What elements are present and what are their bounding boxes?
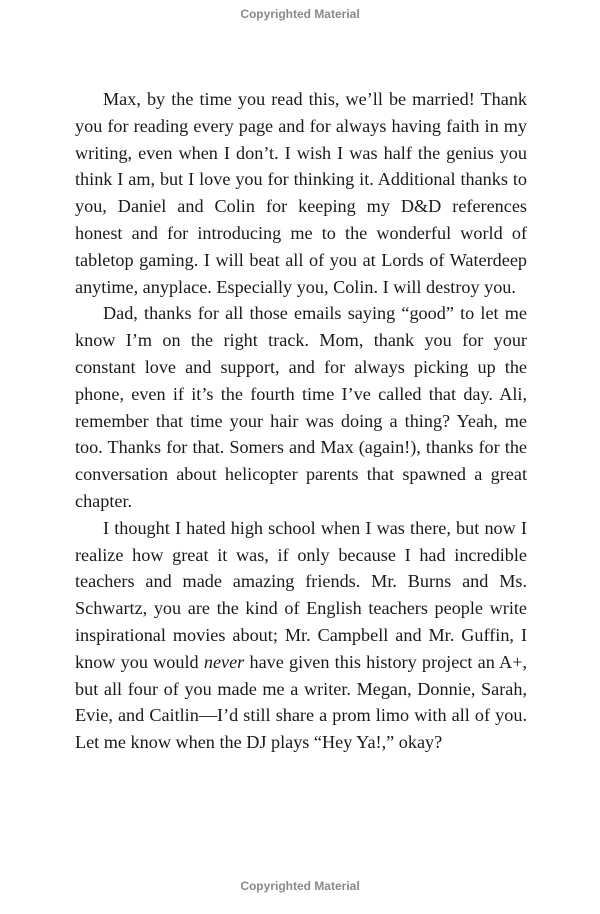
copyright-watermark-top: Copyrighted Material xyxy=(240,7,360,21)
paragraph-family: Dad, thanks for all those emails saying “good” to let me know I’m on the right track. Mom, thank you for your constant love and support, and for always picking up the phone, even if it’s the fourth time I’ve called that day. Ali, remember that time your hair was doing a thing? Yeah, me too. Thanks for that. Somers and Max (again!), thanks for the conversation about helicopter parents that spawned a great chapter. xyxy=(75,303,527,511)
paragraph-high-school-part-2: have given this history project an A+, but all four of you made me a writer. Megan, Donnie, Sarah, Evie, and Caitlin—I’d still share a prom limo with all of you. Let me know when the DJ plays “Hey Ya!,” okay? xyxy=(75,651,527,753)
emphasis-never: never xyxy=(203,651,245,672)
paragraph-high-school xyxy=(75,515,527,756)
acknowledgments-text xyxy=(75,86,527,756)
paragraph-max: Max, by the time you read this, we’ll be married! Thank you for reading every page and for always having faith in my writing, even when I don’t. I wish I was half the genius you think I am, but I love you for thinking it. Additional thanks to you, Daniel and Colin for keeping my D&D references honest and for introducing me to the wonderful world of tabletop gaming. I will beat all of you at Lords of Waterdeep anytime, anyplace. Especially you, Colin. I will destroy you. xyxy=(75,89,527,297)
copyright-watermark-bottom: Copyrighted Material xyxy=(240,879,360,893)
paragraph-high-school-part-1: I thought I hated high school when I was there, but now I realize how great it was, if only because I had incredible teachers and made amazing friends. Mr. Burns and Ms. Schwartz, you are the kind of English teachers people write inspirational movies about; Mr. Campbell and Mr. Guffin, I know you would xyxy=(75,517,527,672)
